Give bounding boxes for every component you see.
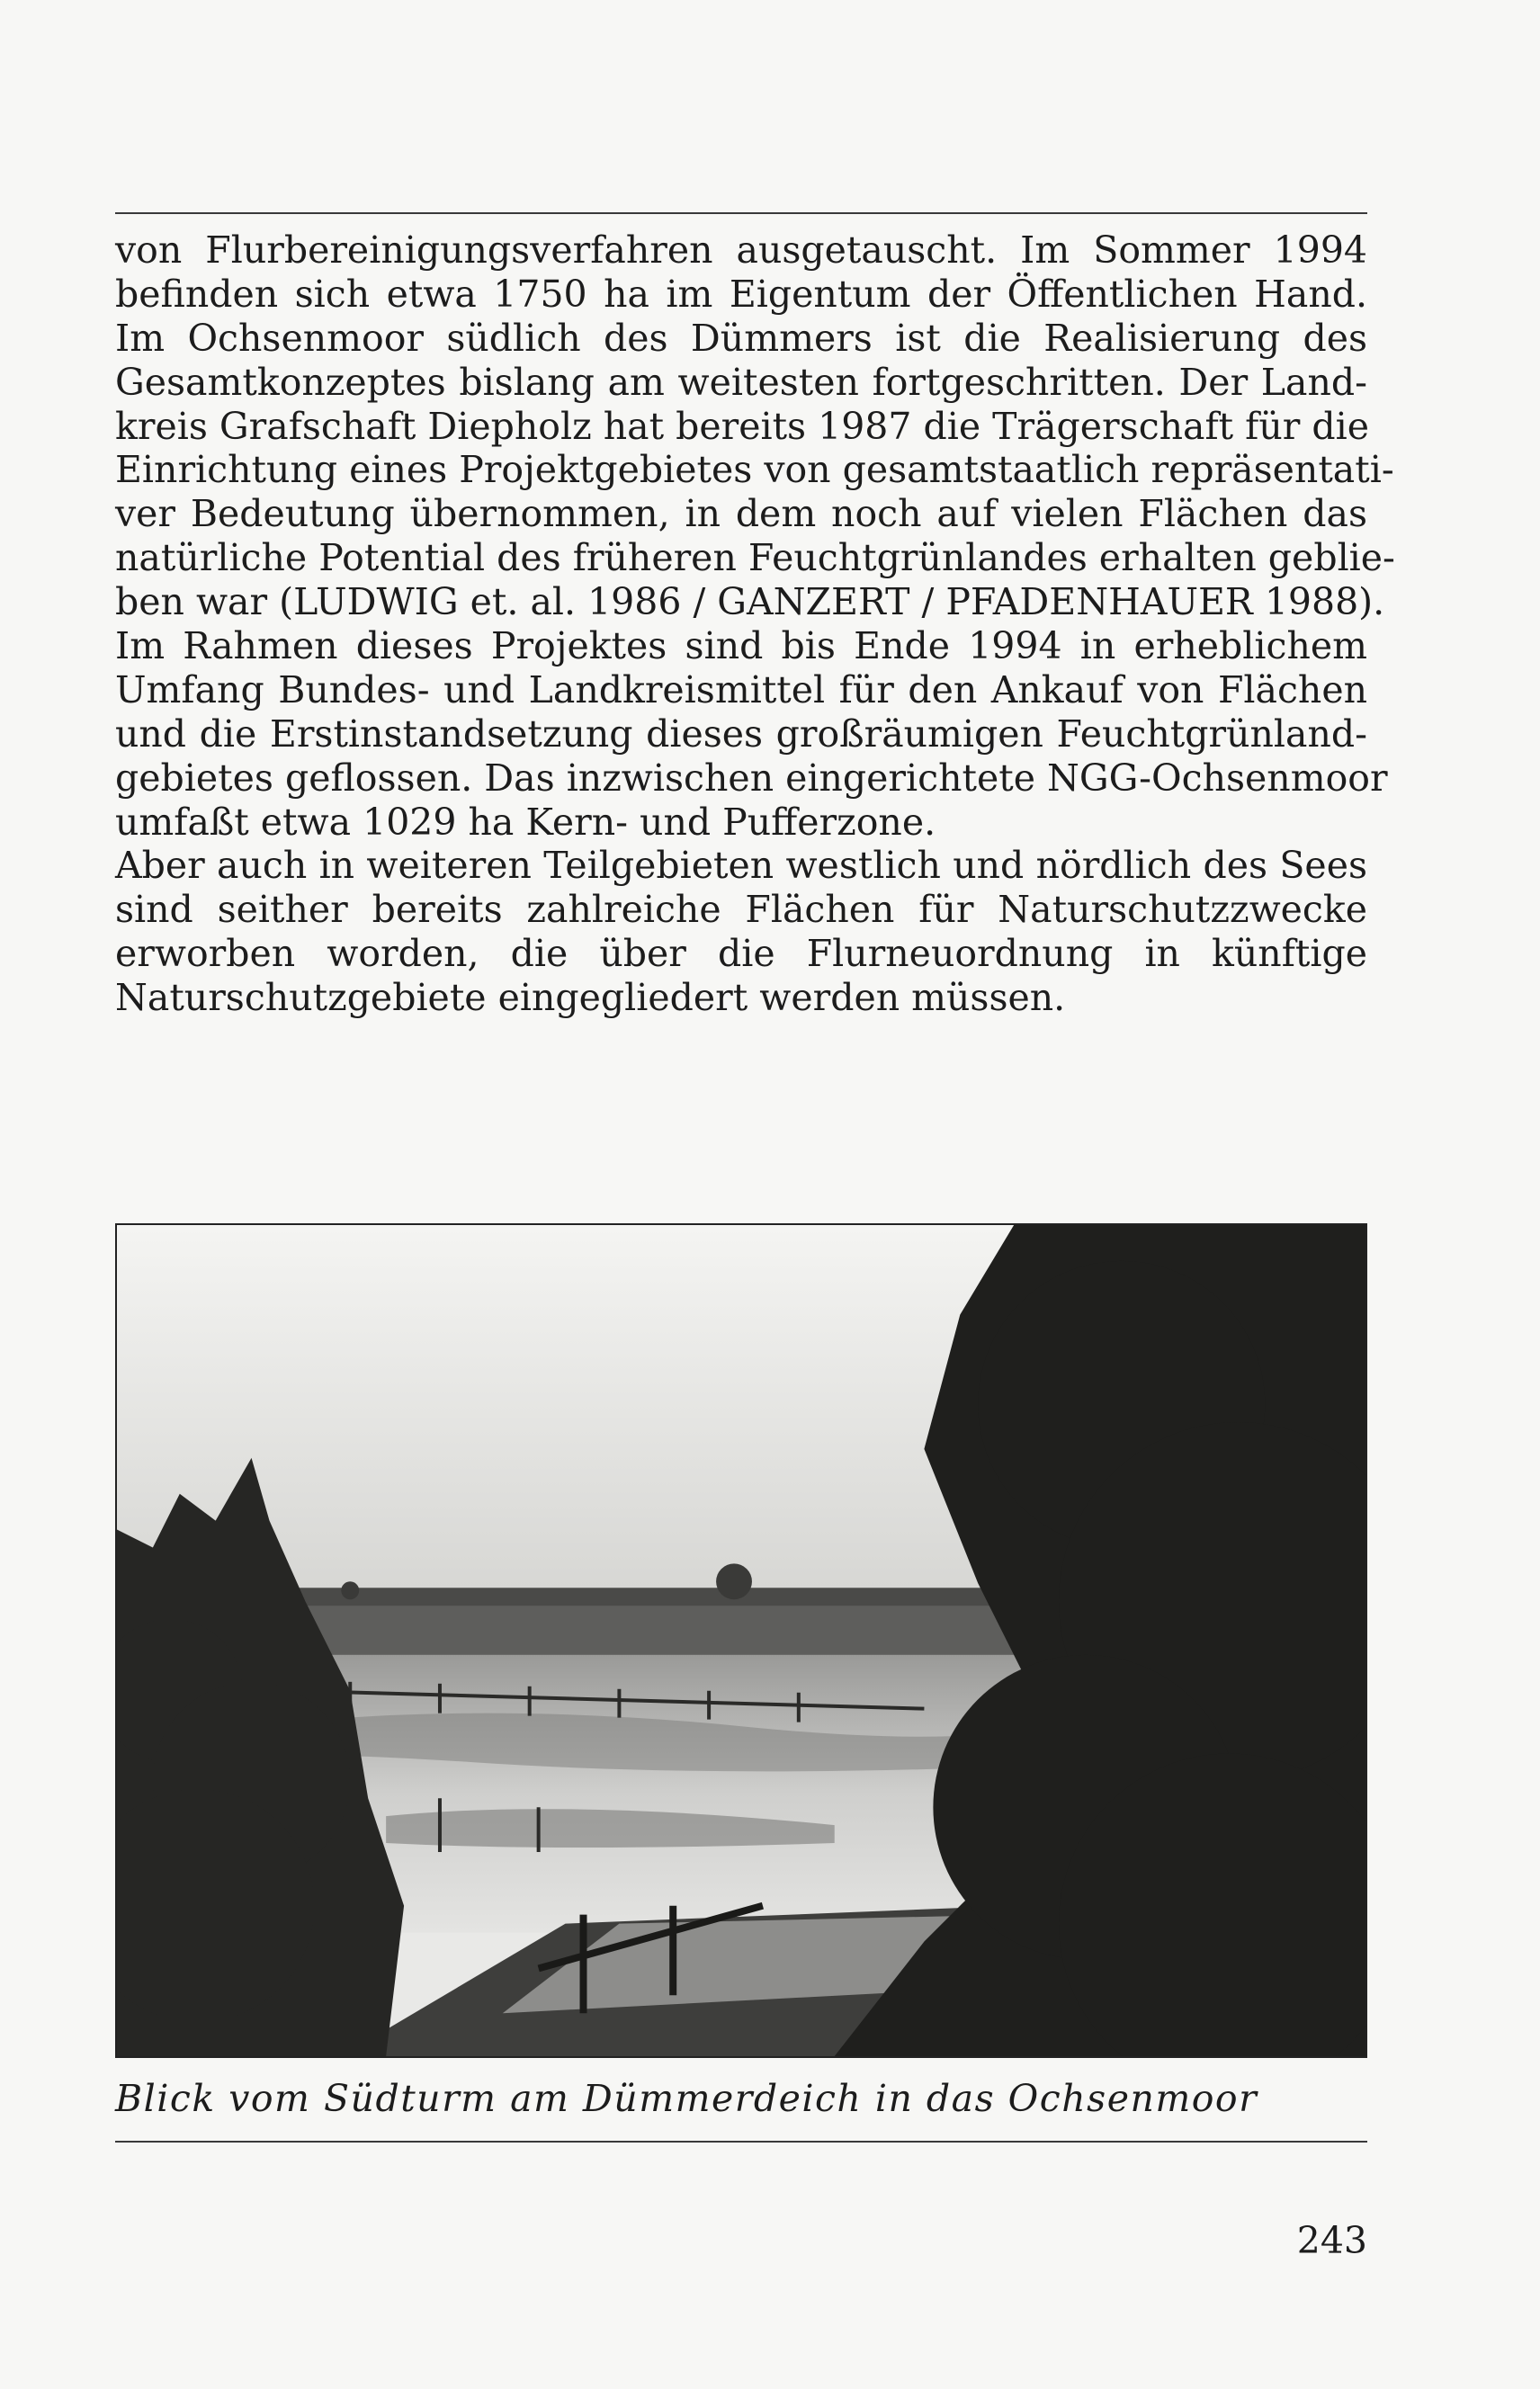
text-line: natürliche Potential des früheren Feuchtgrünlandes erhalten geblie- [115, 536, 1395, 580]
text-line: Umfang Bundes- und Landkreismittel für den Ankauf von Flächen [115, 667, 1367, 711]
text-line: erworben worden, die über die Flurneuordnung in künftige [115, 932, 1367, 976]
page-number: 243 [1296, 2219, 1367, 2262]
bottom-rule [115, 2141, 1367, 2143]
text-line: Im Ochsenmoor südlich des Dümmers ist die Realisierung des [115, 316, 1367, 360]
text-line: Naturschutzgebiete eingegliedert werden müssen. [115, 976, 1066, 1020]
text-line: umfaßt etwa 1029 ha Kern- und Pufferzone. [115, 800, 936, 844]
text-line: befinden sich etwa 1750 ha im Eigentum der Öffentlichen Hand. [115, 272, 1367, 316]
text-line: von Flurbereinigungsverfahren ausgetauscht. Im Sommer 1994 [115, 228, 1367, 272]
text-line: Im Rahmen dieses Projektes sind bis Ende 1994 in erheblichem [115, 624, 1367, 668]
text-line: ver Bedeutung übernommen, in dem noch auf vielen Flächen das [115, 492, 1367, 536]
text-line: gebietes geflossen. Das inzwischen eingerichtete NGG-Ochsenmoor [115, 756, 1388, 800]
text-line: sind seither bereits zahlreiche Flächen für Naturschutzzwecke [115, 888, 1367, 932]
text-line: ben war (LUDWIG et. al. 1986 / GANZERT / PFADENHAUER 1988). [115, 580, 1385, 624]
text-line: Gesamtkonzeptes bislang am weitesten fortgeschritten. Der Land- [115, 360, 1367, 404]
flooded-meadow-illustration [117, 1225, 1365, 2056]
text-line: Aber auch in weiteren Teilgebieten westlich und nördlich des Sees [115, 844, 1367, 888]
text-line: kreis Grafschaft Diepholz hat bereits 1987 die Trägerschaft für die [115, 404, 1370, 448]
text-line: Einrichtung eines Projektgebietes von gesamtstaatlich repräsentati- [115, 448, 1394, 492]
text-line: und die Erstinstandsetzung dieses großräumigen Feuchtgrünland- [115, 711, 1367, 756]
top-rule [115, 212, 1367, 214]
body-paragraph [115, 228, 1395, 1020]
landscape-photo [115, 1223, 1367, 2058]
photo-caption: Blick vom Südturm am Dümmerdeich in das Ochsenmoor [115, 2077, 1258, 2120]
